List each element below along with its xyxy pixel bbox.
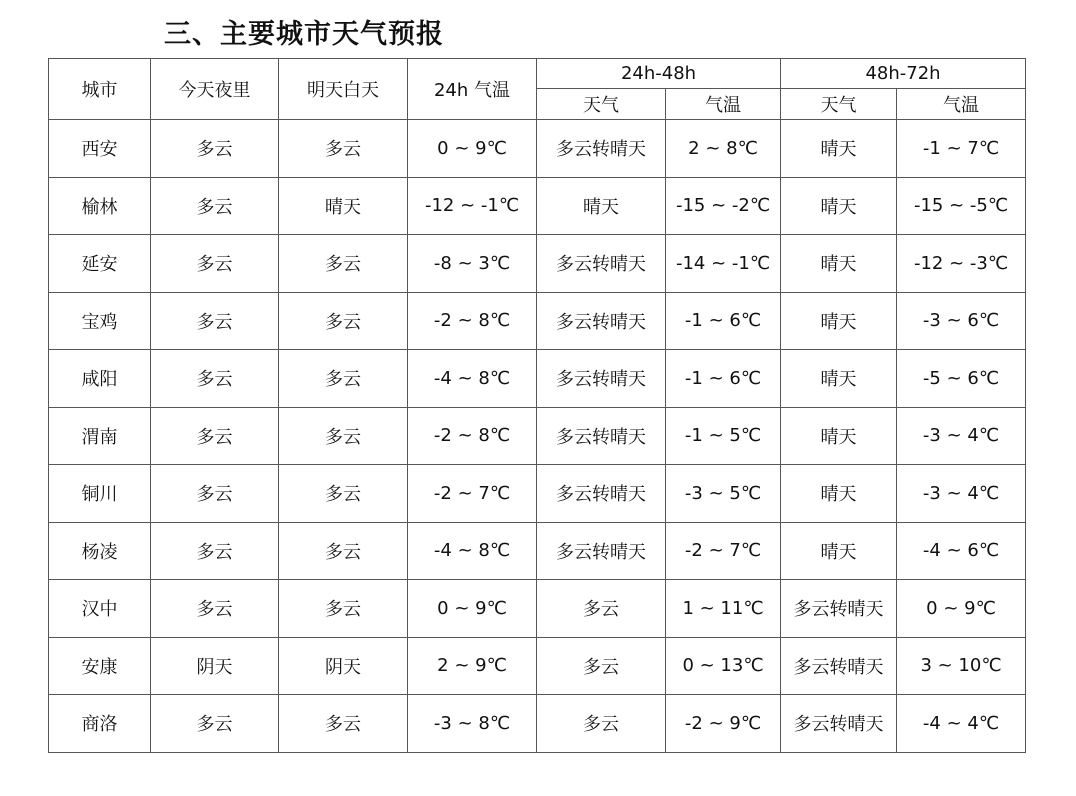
weather-48h-cell: 多云转晴天	[537, 235, 666, 293]
tomorrow-weather-cell: 多云	[279, 292, 408, 350]
temp-72h-cell: 0 ~ 9℃	[897, 580, 1026, 638]
city-cell: 榆林	[49, 177, 151, 235]
tomorrow-weather-cell: 多云	[279, 235, 408, 293]
temp-24h-cell: 2 ~ 9℃	[408, 637, 537, 695]
city-cell: 延安	[49, 235, 151, 293]
table-row	[49, 580, 1026, 638]
tonight-weather-cell: 多云	[151, 695, 279, 753]
weather-48h-cell: 多云转晴天	[537, 350, 666, 408]
weather-72h-cell: 晴天	[781, 292, 897, 350]
tonight-weather-cell: 多云	[151, 120, 279, 178]
temp-48h-cell: -2 ~ 7℃	[666, 522, 781, 580]
weather-72h-cell: 晴天	[781, 350, 897, 408]
weather-72h-cell: 多云转晴天	[781, 637, 897, 695]
weather-72h-cell: 晴天	[781, 177, 897, 235]
forecast-table	[48, 58, 1026, 753]
header-temp-24h: 24h 气温	[408, 59, 537, 120]
temp-72h-cell: -4 ~ 6℃	[897, 522, 1026, 580]
city-cell: 宝鸡	[49, 292, 151, 350]
header-temp-48h: 气温	[666, 89, 781, 120]
temp-48h-cell: -2 ~ 9℃	[666, 695, 781, 753]
forecast-body	[49, 120, 1026, 753]
tonight-weather-cell: 多云	[151, 235, 279, 293]
temp-24h-cell: 0 ~ 9℃	[408, 120, 537, 178]
temp-24h-cell: -4 ~ 8℃	[408, 350, 537, 408]
weather-72h-cell: 多云转晴天	[781, 695, 897, 753]
temp-72h-cell: -3 ~ 6℃	[897, 292, 1026, 350]
tonight-weather-cell: 多云	[151, 177, 279, 235]
header-tonight: 今天夜里	[151, 59, 279, 120]
header-tomorrow-day: 明天白天	[279, 59, 408, 120]
temp-24h-cell: -12 ~ -1℃	[408, 177, 537, 235]
table-row	[49, 407, 1026, 465]
tomorrow-weather-cell: 多云	[279, 350, 408, 408]
city-cell: 杨凌	[49, 522, 151, 580]
table-row	[49, 235, 1026, 293]
weather-72h-cell: 晴天	[781, 120, 897, 178]
temp-72h-cell: -3 ~ 4℃	[897, 407, 1026, 465]
weather-48h-cell: 多云转晴天	[537, 292, 666, 350]
city-cell: 咸阳	[49, 350, 151, 408]
table-row	[49, 120, 1026, 178]
header-city: 城市	[49, 59, 151, 120]
temp-72h-cell: 3 ~ 10℃	[897, 637, 1026, 695]
temp-72h-cell: -4 ~ 4℃	[897, 695, 1026, 753]
city-cell: 安康	[49, 637, 151, 695]
temp-48h-cell: 0 ~ 13℃	[666, 637, 781, 695]
temp-24h-cell: -2 ~ 8℃	[408, 407, 537, 465]
weather-72h-cell: 多云转晴天	[781, 580, 897, 638]
temp-48h-cell: -3 ~ 5℃	[666, 465, 781, 523]
tomorrow-weather-cell: 多云	[279, 120, 408, 178]
temp-48h-cell: -1 ~ 5℃	[666, 407, 781, 465]
city-cell: 铜川	[49, 465, 151, 523]
weather-48h-cell: 多云转晴天	[537, 522, 666, 580]
weather-48h-cell: 晴天	[537, 177, 666, 235]
weather-48h-cell: 多云转晴天	[537, 407, 666, 465]
city-cell: 西安	[49, 120, 151, 178]
city-cell: 渭南	[49, 407, 151, 465]
temp-48h-cell: -14 ~ -1℃	[666, 235, 781, 293]
tonight-weather-cell: 多云	[151, 292, 279, 350]
weather-48h-cell: 多云	[537, 637, 666, 695]
header-group-48-72h: 48h-72h	[781, 59, 1026, 89]
tomorrow-weather-cell: 多云	[279, 522, 408, 580]
weather-48h-cell: 多云	[537, 695, 666, 753]
weather-48h-cell: 多云转晴天	[537, 120, 666, 178]
city-cell: 商洛	[49, 695, 151, 753]
tonight-weather-cell: 多云	[151, 580, 279, 638]
tonight-weather-cell: 多云	[151, 522, 279, 580]
header-weather-72h: 天气	[781, 89, 897, 120]
weather-72h-cell: 晴天	[781, 407, 897, 465]
weather-72h-cell: 晴天	[781, 522, 897, 580]
tonight-weather-cell: 阴天	[151, 637, 279, 695]
table-row	[49, 350, 1026, 408]
table-row	[49, 637, 1026, 695]
temp-24h-cell: -2 ~ 8℃	[408, 292, 537, 350]
city-cell: 汉中	[49, 580, 151, 638]
header-weather-48h: 天气	[537, 89, 666, 120]
tomorrow-weather-cell: 多云	[279, 580, 408, 638]
temp-72h-cell: -12 ~ -3℃	[897, 235, 1026, 293]
tonight-weather-cell: 多云	[151, 350, 279, 408]
tonight-weather-cell: 多云	[151, 407, 279, 465]
header-temp-72h: 气温	[897, 89, 1026, 120]
tomorrow-weather-cell: 多云	[279, 465, 408, 523]
temp-24h-cell: -2 ~ 7℃	[408, 465, 537, 523]
weather-48h-cell: 多云	[537, 580, 666, 638]
temp-48h-cell: 1 ~ 11℃	[666, 580, 781, 638]
tomorrow-weather-cell: 多云	[279, 407, 408, 465]
page-title: 三、主要城市天气预报	[164, 19, 444, 50]
temp-48h-cell: -1 ~ 6℃	[666, 292, 781, 350]
temp-24h-cell: -4 ~ 8℃	[408, 522, 537, 580]
weather-48h-cell: 多云转晴天	[537, 465, 666, 523]
temp-72h-cell: -1 ~ 7℃	[897, 120, 1026, 178]
weather-72h-cell: 晴天	[781, 235, 897, 293]
table-row	[49, 695, 1026, 753]
tomorrow-weather-cell: 阴天	[279, 637, 408, 695]
header-group-24-48h: 24h-48h	[537, 59, 781, 89]
temp-72h-cell: -3 ~ 4℃	[897, 465, 1026, 523]
tomorrow-weather-cell: 多云	[279, 695, 408, 753]
temp-24h-cell: -8 ~ 3℃	[408, 235, 537, 293]
temp-48h-cell: -15 ~ -2℃	[666, 177, 781, 235]
temp-48h-cell: -1 ~ 6℃	[666, 350, 781, 408]
table-row	[49, 292, 1026, 350]
tonight-weather-cell: 多云	[151, 465, 279, 523]
temp-24h-cell: -3 ~ 8℃	[408, 695, 537, 753]
weather-72h-cell: 晴天	[781, 465, 897, 523]
table-row	[49, 465, 1026, 523]
temp-72h-cell: -15 ~ -5℃	[897, 177, 1026, 235]
temp-24h-cell: 0 ~ 9℃	[408, 580, 537, 638]
table-row	[49, 522, 1026, 580]
temp-48h-cell: 2 ~ 8℃	[666, 120, 781, 178]
temp-72h-cell: -5 ~ 6℃	[897, 350, 1026, 408]
table-row	[49, 177, 1026, 235]
tomorrow-weather-cell: 晴天	[279, 177, 408, 235]
